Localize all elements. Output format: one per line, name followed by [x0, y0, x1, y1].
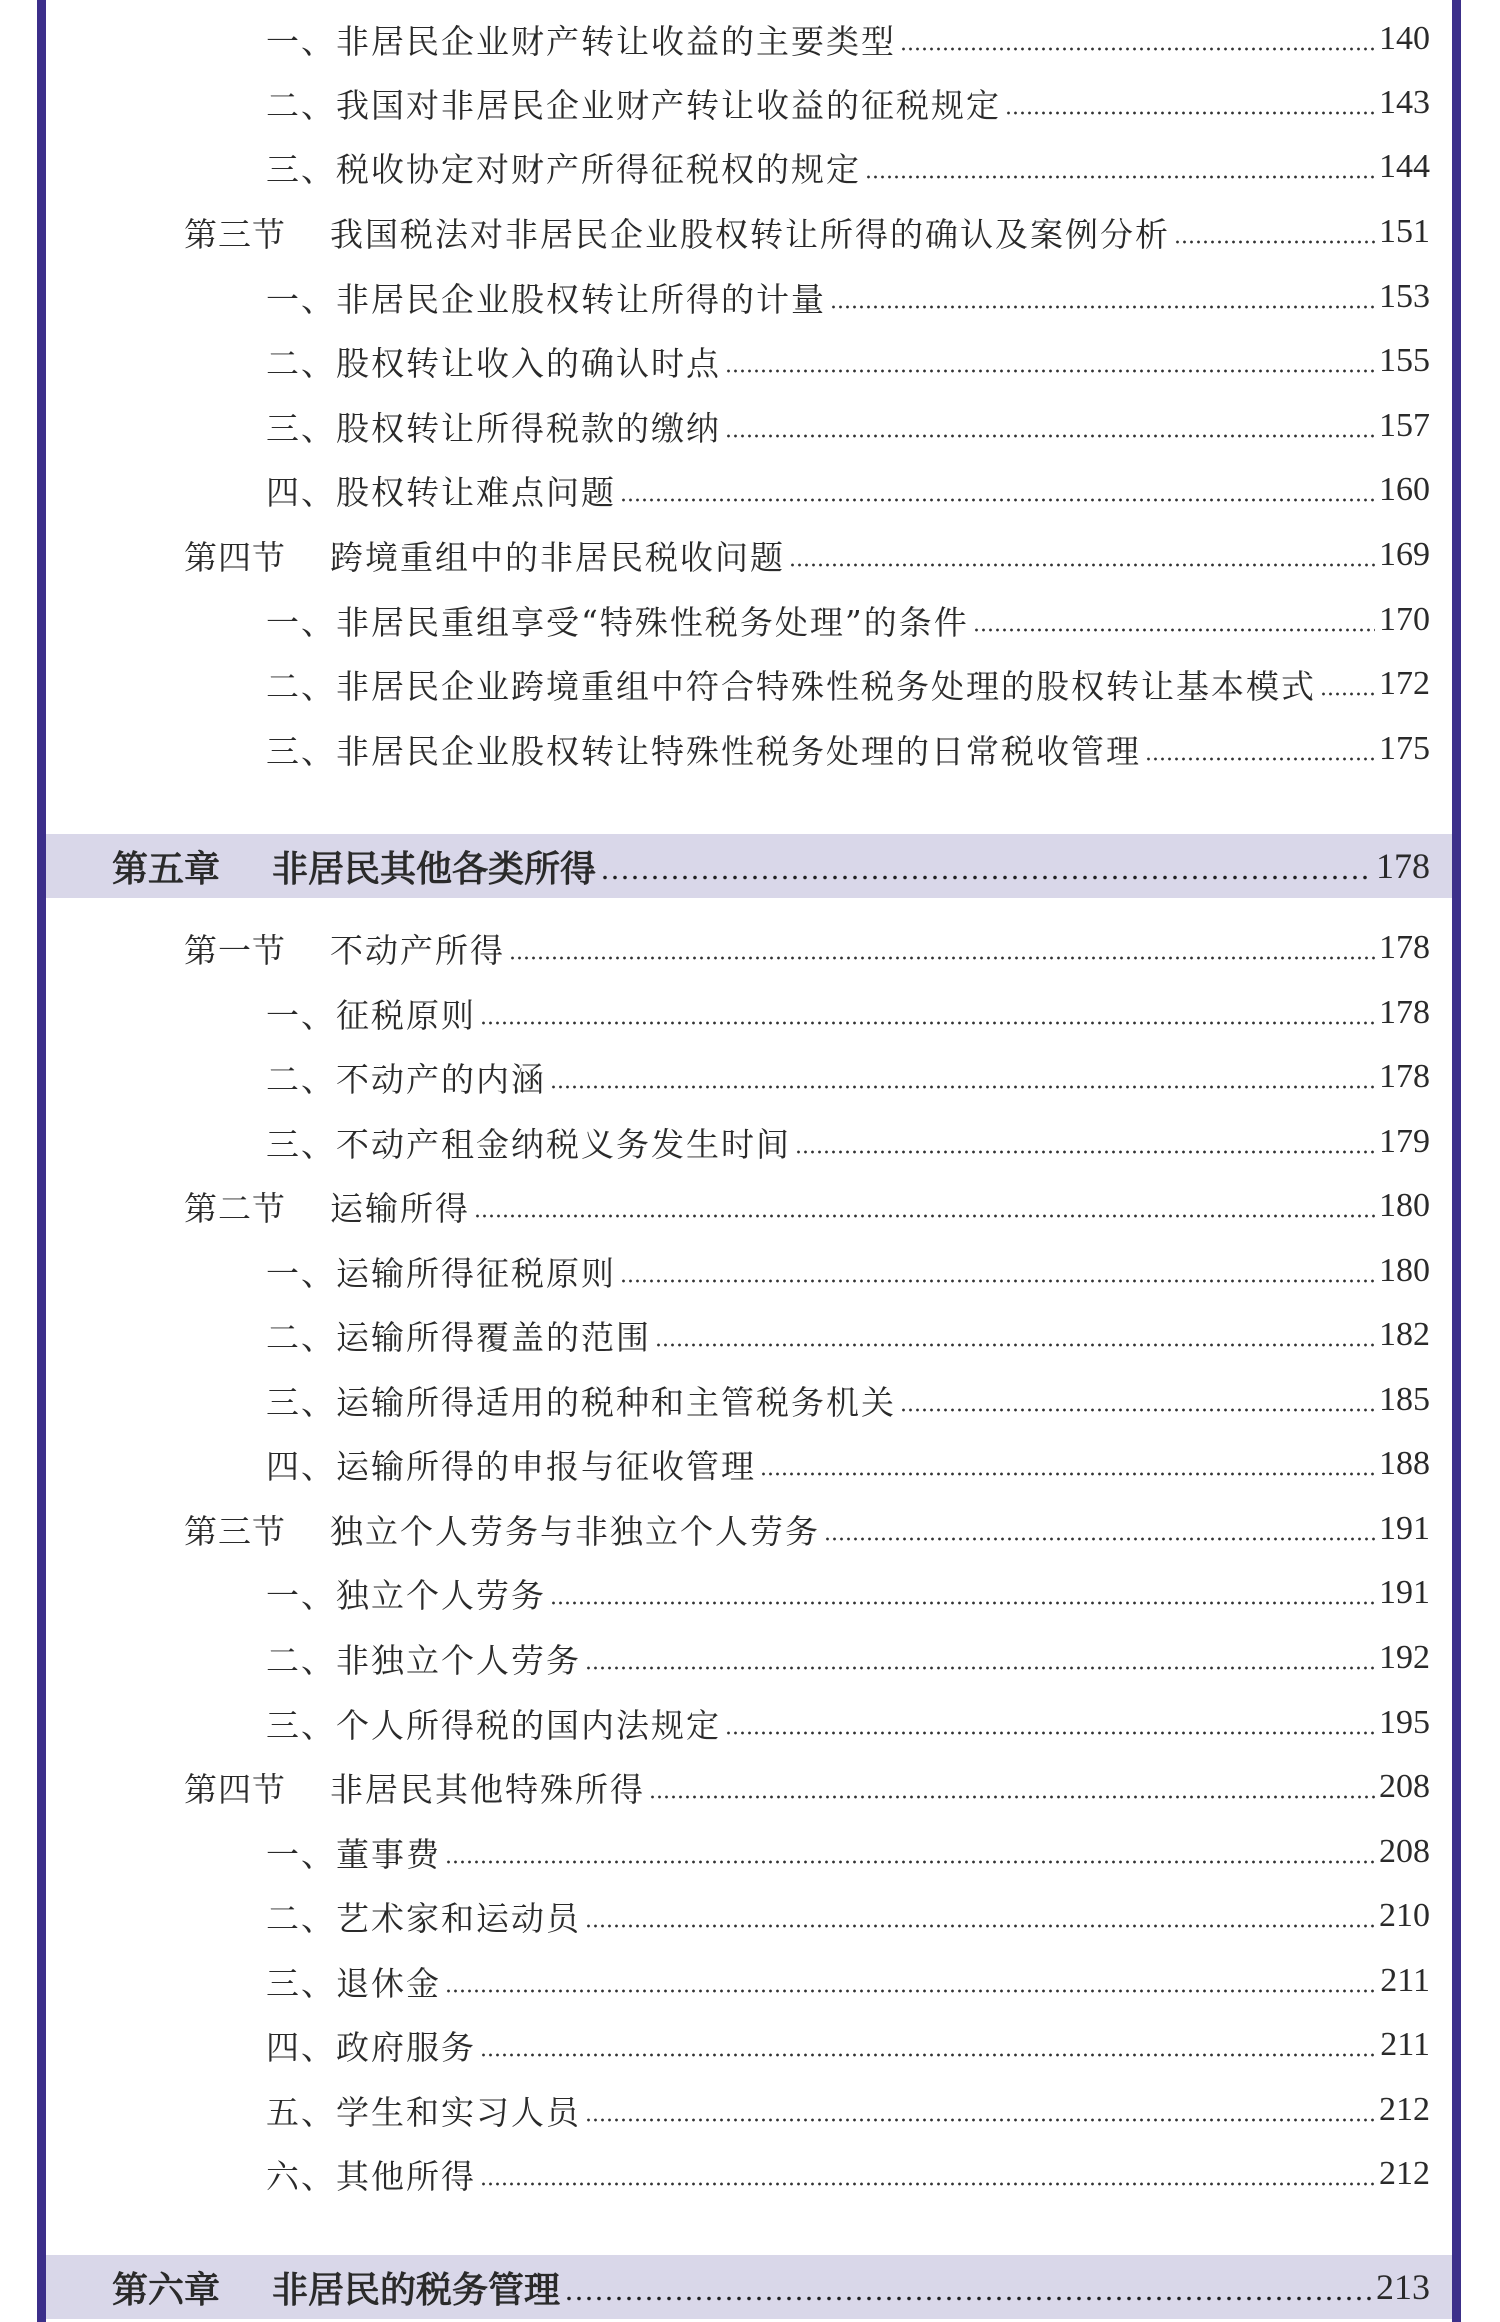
- leader-dots: [900, 1408, 1375, 1412]
- leader-dots: [474, 1214, 1375, 1218]
- right-border: [1452, 0, 1461, 2322]
- leader-dots: [1174, 240, 1375, 244]
- leader-dots: [564, 2296, 1372, 2301]
- toc-item[interactable]: 四、股权转让难点问题 160: [266, 471, 1430, 512]
- leader-dots: [655, 1343, 1375, 1347]
- leader-dots: [550, 1601, 1375, 1605]
- leader-dots: [445, 1989, 1376, 1993]
- toc-chapter[interactable]: 第五章 非居民其他各类所得 178: [112, 846, 1430, 890]
- toc-item[interactable]: 二、非独立个人劳务 192: [266, 1639, 1430, 1680]
- leader-dots: [830, 305, 1375, 309]
- toc-section[interactable]: 第三节 我国税法对非居民企业股权转让所得的确认及案例分析 151: [184, 213, 1430, 254]
- leader-dots: [1145, 757, 1375, 761]
- leader-dots: [725, 434, 1375, 438]
- toc-page: [46, 0, 1452, 2322]
- toc-item[interactable]: 三、退休金 211: [266, 1962, 1430, 2003]
- toc-item[interactable]: 三、不动产租金纳税义务发生时间 179: [266, 1123, 1430, 1164]
- toc-item[interactable]: 一、运输所得征税原则 180: [266, 1252, 1430, 1293]
- toc-item[interactable]: 二、非居民企业跨境重组中符合特殊性税务处理的股权转让基本模式 172: [266, 665, 1430, 706]
- leader-dots: [789, 563, 1375, 567]
- toc-item[interactable]: 一、非居民企业股权转让所得的计量 153: [266, 278, 1430, 319]
- toc-section[interactable]: 第四节 跨境重组中的非居民税收问题 169: [184, 536, 1430, 577]
- leader-dots: [480, 2182, 1375, 2186]
- left-border: [37, 0, 46, 2322]
- toc-item[interactable]: 六、其他所得 212: [266, 2155, 1430, 2196]
- leader-dots: [509, 956, 1375, 960]
- toc-section[interactable]: 第三节 独立个人劳务与非独立个人劳务 191: [184, 1510, 1430, 1551]
- toc-item[interactable]: 二、运输所得覆盖的范围 182: [266, 1316, 1430, 1357]
- toc-chapter[interactable]: 第六章 非居民的税务管理 213: [112, 2267, 1430, 2311]
- leader-dots: [900, 47, 1375, 51]
- toc-item[interactable]: 一、非居民企业财产转让收益的主要类型 140: [266, 20, 1430, 61]
- leader-dots: [445, 1860, 1375, 1864]
- leader-dots: [649, 1795, 1375, 1799]
- leader-dots: [1005, 111, 1375, 115]
- toc-item[interactable]: 四、政府服务 211: [266, 2026, 1430, 2067]
- toc-item[interactable]: 二、不动产的内涵 178: [266, 1058, 1430, 1099]
- toc-item[interactable]: 二、股权转让收入的确认时点 155: [266, 342, 1430, 383]
- leader-dots: [585, 1924, 1375, 1928]
- toc-item[interactable]: 二、艺术家和运动员 210: [266, 1897, 1430, 1938]
- toc-item[interactable]: 一、独立个人劳务 191: [266, 1574, 1430, 1615]
- leader-dots: [620, 1279, 1375, 1283]
- toc-item[interactable]: 三、股权转让所得税款的缴纳 157: [266, 407, 1430, 448]
- leader-dots: [585, 2118, 1375, 2122]
- leader-dots: [865, 175, 1375, 179]
- toc-item[interactable]: 五、学生和实习人员 212: [266, 2091, 1430, 2132]
- toc-item[interactable]: 一、董事费 208: [266, 1833, 1430, 1874]
- leader-dots: [550, 1085, 1375, 1089]
- toc-item[interactable]: 三、税收协定对财产所得征税权的规定 144: [266, 148, 1430, 189]
- leader-dots: [760, 1472, 1375, 1476]
- toc-item[interactable]: 三、个人所得税的国内法规定 195: [266, 1704, 1430, 1745]
- toc-section[interactable]: 第一节 不动产所得 178: [184, 929, 1430, 970]
- toc-item[interactable]: 一、非居民重组享受“特殊性税务处理”的条件 170: [266, 601, 1430, 642]
- leader-dots: [480, 1021, 1375, 1025]
- leader-dots: [795, 1150, 1375, 1154]
- leader-dots: [600, 875, 1372, 880]
- leader-dots: [725, 369, 1375, 373]
- toc-item[interactable]: 三、运输所得适用的税种和主管税务机关 185: [266, 1381, 1430, 1422]
- leader-dots: [973, 628, 1375, 632]
- toc-section[interactable]: 第四节 非居民其他特殊所得 208: [184, 1768, 1430, 1809]
- toc-section[interactable]: 第二节 运输所得 180: [184, 1187, 1430, 1228]
- toc-item[interactable]: 一、征税原则 178: [266, 994, 1430, 1035]
- leader-dots: [620, 498, 1375, 502]
- leader-dots: [824, 1537, 1375, 1541]
- toc-item[interactable]: 二、我国对非居民企业财产转让收益的征税规定 143: [266, 84, 1430, 125]
- leader-dots: [725, 1731, 1375, 1735]
- toc-item[interactable]: 四、运输所得的申报与征收管理 188: [266, 1445, 1430, 1486]
- leader-dots: [1320, 692, 1375, 696]
- toc-item[interactable]: 三、非居民企业股权转让特殊性税务处理的日常税收管理 175: [266, 730, 1430, 771]
- leader-dots: [585, 1666, 1375, 1670]
- leader-dots: [480, 2053, 1376, 2057]
